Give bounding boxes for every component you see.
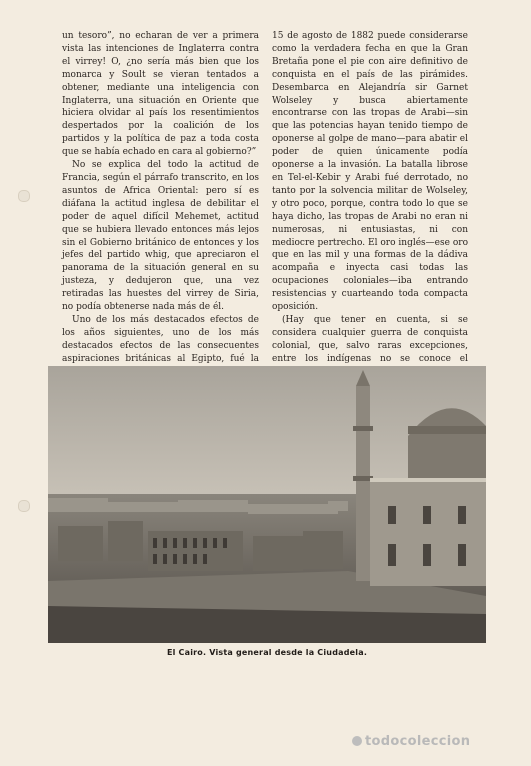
photo-caption: El Cairo. Vista general desde la Ciudadela. [166,648,368,657]
left-paragraph-2: No se explica del todo la actitud de Francia, según el párrafo transcrito, en los asuntos de Africa Oriental: pero sí es diáfana la actitud inglesa de debilitar el poder de aquel difícil Mehemet, actitud que se hubiera llevado entonces más lejos sin el Gobierno británico de entonces y los jefes del partido whig, que apreciaron el panorama de la situación general en su justeza, y dedujeron que, una vez retiradas las huestes del virrey de Siria, no podía obtenerse nada más de él. [62,160,259,313]
watermark-text: todocoleccion [365,734,471,749]
left-paragraph-1: un tesoro”, no echaran de ver a primera vista las intenciones de Inglaterra contra el virrey! O, ¿no sería más bien que los monarca y Soult se vieran tentados a obtener, mediante una inteligencia con Inglaterra, una situación en Oriente que hiciera olvidar al país los resentimientos despertados por la coalición de los partidos y la política de paz a toda costa que se había echado en cara al gobierno?” [62,31,259,158]
watermark [352,734,470,749]
punch-hole-top [18,190,30,202]
right-paragraph-1: 15 de agosto de 1882 puede considerarse como la verdadera fecha en que la Gran Bretaña pone el pie con aire definitivo de conquista en el país de las pirámides. Desembarca en Alejandría sir Garnet Wolseley y busca abiertamente encontrarse con las tropas de Arabi—sin que las potencias hayan tenido tiempo de oponerse al golpe de mano—para abatir el poder de quien únicamente podía oponerse a la invasión. La batalla librose en Tel-el-Kebir y Arabi fué derrotado, no tanto por la solvencia militar de Wolseley, y otro poco, porque, contra todo lo que se haya dicho, las tropas de Arabi no eran ni numerosas, ni entusiastas, ni con mediocre pertrecho. El oro inglés—ese oro que en las mil y una formas de la dádiva acompaña e inyecta casi todas las ocupaciones coloniales—iba entrando resistencias y cuarteando toda compacta oposición. [272,31,468,313]
right-paragraph-2: (Hay que tener en cuenta, si se considera cualquier guerra de conquista colonial, que, salvo raras excepciones, entre los indígenas no se conoce el [272,314,468,364]
watermark-logo-icon [352,736,362,746]
punch-hole-bottom [18,500,30,512]
left-paragraph-3: Uno de los más destacados efectos de los años siguientes, uno de los más destacados efectos de las consecuentes aspiraciones británicas al Egipto, fué la [62,314,259,364]
cairo-photograph [48,366,486,643]
